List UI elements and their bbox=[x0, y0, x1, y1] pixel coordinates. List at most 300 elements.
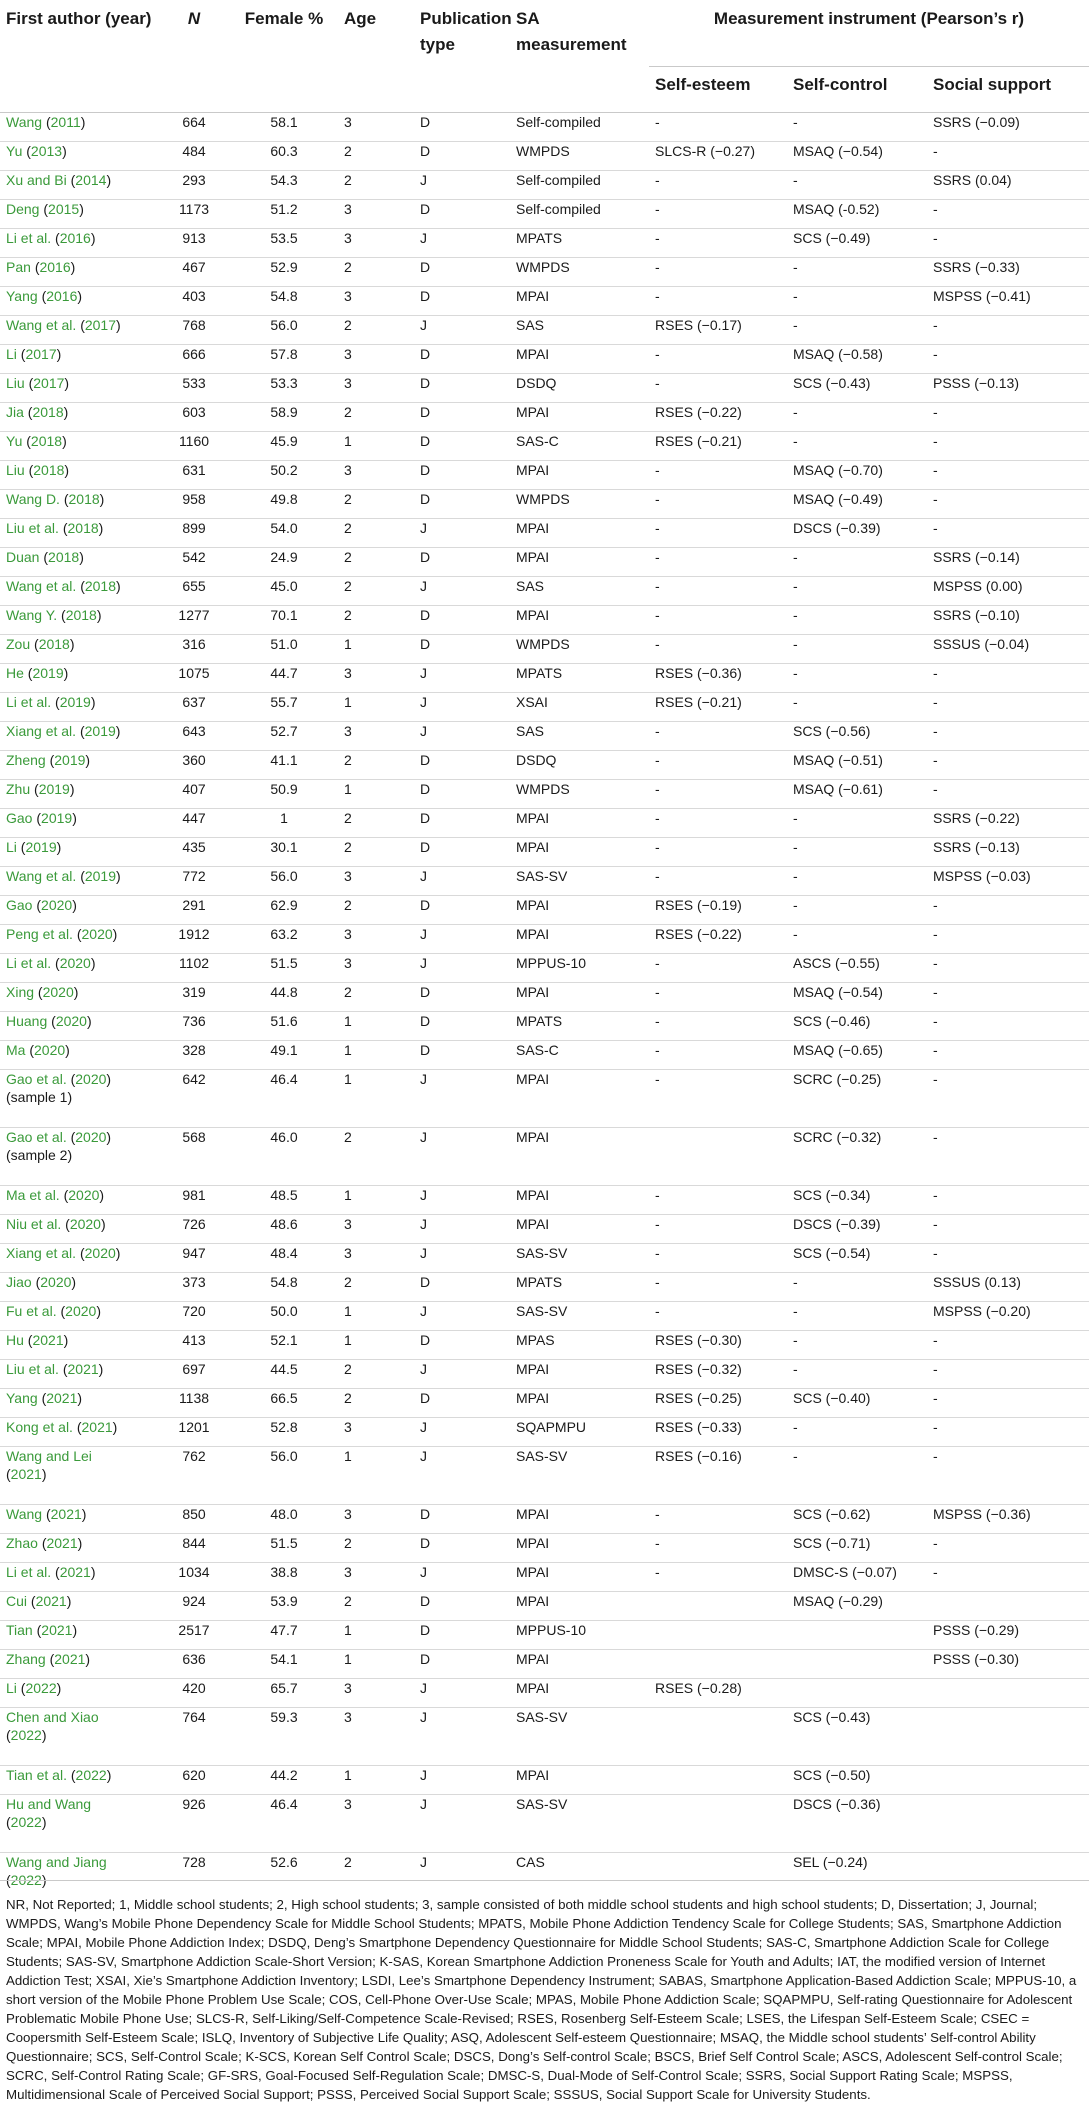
year-link[interactable]: 2017 bbox=[25, 345, 57, 362]
year-link[interactable]: 2021 bbox=[46, 1534, 78, 1551]
year-link[interactable]: 2021 bbox=[81, 1418, 113, 1435]
cell-n: 319 bbox=[158, 982, 230, 1011]
table-row bbox=[0, 1185, 1089, 1214]
cell-n: 850 bbox=[158, 1504, 230, 1533]
cell-self-control: SCS (−0.54) bbox=[787, 1243, 927, 1272]
author-link[interactable]: Tian et al. bbox=[6, 1766, 67, 1783]
year-link[interactable]: 2020 bbox=[65, 1302, 97, 1319]
cell-female-percent: 49.8 bbox=[230, 489, 338, 518]
table-body bbox=[0, 112, 1089, 1910]
author-link[interactable]: Liu et al. bbox=[6, 519, 59, 536]
cell-social-support bbox=[927, 1794, 1089, 1852]
cell-publication-type: J bbox=[414, 576, 510, 605]
cell-social-support: - bbox=[927, 1359, 1089, 1388]
cell-social-support: - bbox=[927, 692, 1089, 721]
author-link[interactable]: Duan bbox=[6, 548, 40, 565]
cell-sa-measurement: MPAI bbox=[510, 1649, 649, 1678]
cell-sa-measurement: SAS-SV bbox=[510, 1301, 649, 1330]
year-link[interactable]: 2011 bbox=[50, 113, 81, 130]
cell-social-support: - bbox=[927, 895, 1089, 924]
year-link[interactable]: 2021 bbox=[41, 1621, 73, 1638]
cell-sa-measurement: Self-compiled bbox=[510, 170, 649, 199]
year-link[interactable]: 2021 bbox=[67, 1360, 99, 1377]
cell-publication-type: J bbox=[414, 1852, 510, 1910]
cell-n: 1173 bbox=[158, 199, 230, 228]
cell-first-author: Liu et al. (2021) bbox=[0, 1359, 158, 1388]
year-link[interactable]: 2018 bbox=[33, 461, 65, 478]
cell-self-control: - bbox=[787, 924, 927, 953]
cell-publication-type: J bbox=[414, 1765, 510, 1794]
cell-publication-type: D bbox=[414, 837, 510, 866]
cell-female-percent: 66.5 bbox=[230, 1388, 338, 1417]
author-link[interactable]: Liu bbox=[6, 461, 25, 478]
year-link[interactable]: 2017 bbox=[33, 374, 65, 391]
year-link[interactable]: 2021 bbox=[46, 1389, 78, 1406]
cell-female-percent: 52.9 bbox=[230, 257, 338, 286]
table-row bbox=[0, 1620, 1089, 1649]
cell-self-control: - bbox=[787, 605, 927, 634]
table-row bbox=[0, 1417, 1089, 1446]
year-link[interactable]: 2020 bbox=[84, 1244, 116, 1261]
author-link[interactable]: Yang bbox=[6, 287, 38, 304]
table-row bbox=[0, 141, 1089, 170]
cell-self-esteem: - bbox=[649, 547, 787, 576]
cell-first-author: Niu et al. (2020) bbox=[0, 1214, 158, 1243]
cell-female-percent: 46.4 bbox=[230, 1794, 338, 1852]
cell-social-support: - bbox=[927, 1330, 1089, 1359]
cell-sa-measurement: CAS bbox=[510, 1852, 649, 1910]
cell-social-support: SSRS (−0.33) bbox=[927, 257, 1089, 286]
cell-self-control: - bbox=[787, 692, 927, 721]
cell-n: 328 bbox=[158, 1040, 230, 1069]
year-link[interactable]: 2014 bbox=[75, 171, 107, 188]
cell-sa-measurement: MPAS bbox=[510, 1330, 649, 1359]
cell-age: 1 bbox=[338, 431, 414, 460]
cell-n: 924 bbox=[158, 1591, 230, 1620]
cell-n: 643 bbox=[158, 721, 230, 750]
cell-social-support: - bbox=[927, 489, 1089, 518]
author-link[interactable]: Jia bbox=[6, 403, 24, 420]
cell-self-control: SCS (−0.49) bbox=[787, 228, 927, 257]
author-link[interactable]: Wang et al. bbox=[6, 577, 77, 594]
author-link[interactable]: Wang and Lei bbox=[6, 1447, 92, 1464]
year-link[interactable]: 2019 bbox=[25, 838, 57, 855]
year-link[interactable]: 2020 bbox=[40, 1273, 72, 1290]
cell-n: 762 bbox=[158, 1446, 230, 1504]
table-row bbox=[0, 576, 1089, 605]
author-link[interactable]: Li et al. bbox=[6, 229, 52, 246]
author-link[interactable]: Gao et al. bbox=[6, 1128, 67, 1145]
cell-social-support: - bbox=[927, 1127, 1089, 1185]
author-link[interactable]: Ma bbox=[6, 1041, 26, 1058]
author-link[interactable]: Li bbox=[6, 1679, 17, 1696]
cell-social-support: - bbox=[927, 1533, 1089, 1562]
cell-first-author: Li (2022) bbox=[0, 1678, 158, 1707]
cell-age: 1 bbox=[338, 1301, 414, 1330]
cell-self-esteem: SLCS-R (−0.27) bbox=[649, 141, 787, 170]
year-link[interactable]: 2015 bbox=[48, 200, 80, 217]
cell-age: 3 bbox=[338, 866, 414, 895]
table-row bbox=[0, 1069, 1089, 1127]
cell-age: 3 bbox=[338, 924, 414, 953]
cell-first-author: Zhao (2021) bbox=[0, 1533, 158, 1562]
year-link[interactable]: 2018 bbox=[65, 606, 97, 623]
table-row bbox=[0, 199, 1089, 228]
year-link[interactable]: 2018 bbox=[48, 548, 80, 565]
cell-self-esteem: RSES (−0.21) bbox=[649, 431, 787, 460]
cell-first-author: Li et al. (2019) bbox=[0, 692, 158, 721]
year-link[interactable]: 2018 bbox=[68, 490, 100, 507]
author-link[interactable]: Hu bbox=[6, 1331, 24, 1348]
year-link[interactable]: 2020 bbox=[75, 1128, 107, 1145]
cell-self-control: MSAQ (−0.51) bbox=[787, 750, 927, 779]
cell-social-support: SSRS (−0.14) bbox=[927, 547, 1089, 576]
cell-female-percent: 44.5 bbox=[230, 1359, 338, 1388]
cell-self-esteem bbox=[649, 1707, 787, 1765]
cell-self-esteem: - bbox=[649, 1214, 787, 1243]
year-link[interactable]: 2019 bbox=[32, 664, 64, 681]
cell-publication-type: J bbox=[414, 1794, 510, 1852]
cell-publication-type: D bbox=[414, 286, 510, 315]
cell-publication-type: D bbox=[414, 1533, 510, 1562]
year-link[interactable]: 2021 bbox=[54, 1650, 86, 1667]
cell-publication-type: D bbox=[414, 779, 510, 808]
cell-first-author: Wang et al. (2019) bbox=[0, 866, 158, 895]
table-row bbox=[0, 779, 1089, 808]
cell-sa-measurement: WMPDS bbox=[510, 141, 649, 170]
cell-female-percent: 50.2 bbox=[230, 460, 338, 489]
cell-first-author: Ma (2020) bbox=[0, 1040, 158, 1069]
cell-self-control: DSCS (−0.39) bbox=[787, 1214, 927, 1243]
cell-age: 2 bbox=[338, 895, 414, 924]
cell-n: 293 bbox=[158, 170, 230, 199]
table-footnote: NR, Not Reported; 1, Middle school students; 2, High school students; 3, sample consisted of both middle school students and high school students; D, Dissertation; J, Journal; WMPDS, Wang’s Mobile Phone Dependency Scale for Middle School Students; MPATS, Mobile Phone Addiction Tendency Scale for College Students; SAS, Smartphone Addiction Scale; MPAI, Mobile Phone Addiction Index; DSDQ, Deng’s Smartphone Dependency Questionnaire for Middle School Students; SAS-C, Smartphone Addiction Scale for College Students; SAS-SV, Smartphone Addiction Scale-Short Version; K-SAS, Korean Smartphone Addiction Proneness Scale for Youth and Adults; IAT, the modified version of Internet Addiction Test; XSAI, Xie’s Smartphone Addiction Inventory; LSDI, Lee’s Smartphone Dependency Instrument; SABAS, Smartphone Application-Based Addiction Scale; MPPUS-10, a short version of the Mobile Phone Problem Use Scale; COS, Cell-Phone Over-Use Scale; MPAS, Mobile Phone Addiction Scale; SQAPMPU, Self-rating Questionnaire for Adolescent Problematic Mobile Phone Use; SLCS-R, Self-Liking/Self-Competence Scale-Revised; RSES, Rosenberg Self-Esteem Scale; LSES, the Lifespan Self-Esteem Scale; CSEC = Coopersmith Self-Esteem Scale; ISLQ, Inventory of Subjective Life Quality; ASQ, Adolescent Self-esteem Questionnaire; MSAQ, the Middle school students’ Self-control Ability Questionnaire; SCS, Self-Control Scale; K-SCS, Korean Self Control Scale; DSCS, Dong’s Self-control Scale; BSCS, Brief Self Control Scale; ASCS, Adolescent Self-control Scale; SCRC, Self-Control Rating Scale; GF-SRS, Goal-Focused Self-Regulation Scale; DMSC-S, Dual-Mode of Self-Control Scale; SSRS, Social Support Rating Scale; MSPSS, Multidimensional Scale of Perceived Social Support; PSSS, Perceived Social Support Scale; SSSUS, Social Support Scale for University Students. bbox=[0, 1880, 1089, 2104]
year-link[interactable]: 2018 bbox=[67, 519, 99, 536]
cell-sa-measurement: MPAI bbox=[510, 1185, 649, 1214]
cell-publication-type: D bbox=[414, 1011, 510, 1040]
table-row bbox=[0, 1591, 1089, 1620]
author-link[interactable]: Li et al. bbox=[6, 954, 52, 971]
cell-n: 981 bbox=[158, 1185, 230, 1214]
year-link[interactable]: 2020 bbox=[75, 1070, 107, 1087]
cell-self-control: - bbox=[787, 286, 927, 315]
author-link[interactable]: Huang bbox=[6, 1012, 48, 1029]
cell-first-author: Deng (2015) bbox=[0, 199, 158, 228]
cell-self-esteem: - bbox=[649, 257, 787, 286]
cell-publication-type: J bbox=[414, 1127, 510, 1185]
author-link[interactable]: Cui bbox=[6, 1592, 28, 1609]
author-link[interactable]: Fu et al. bbox=[6, 1302, 57, 1319]
cell-self-esteem: - bbox=[649, 228, 787, 257]
year-link[interactable]: 2019 bbox=[84, 722, 116, 739]
cell-social-support: - bbox=[927, 1562, 1089, 1591]
author-link[interactable]: Chen and Xiao bbox=[6, 1708, 99, 1725]
cell-first-author: Liu (2018) bbox=[0, 460, 158, 489]
author-link[interactable]: Gao bbox=[6, 809, 33, 826]
year-link[interactable]: 2021 bbox=[50, 1505, 82, 1522]
cell-social-support: - bbox=[927, 982, 1089, 1011]
cell-n: 720 bbox=[158, 1301, 230, 1330]
cell-self-esteem: RSES (−0.17) bbox=[649, 315, 787, 344]
cell-n: 642 bbox=[158, 1069, 230, 1127]
cell-sa-measurement: MPAI bbox=[510, 1562, 649, 1591]
cell-first-author: He (2019) bbox=[0, 663, 158, 692]
cell-female-percent: 46.0 bbox=[230, 1127, 338, 1185]
author-link[interactable]: Wang bbox=[6, 113, 43, 130]
year-link[interactable]: 2020 bbox=[42, 983, 74, 1000]
author-link[interactable]: Zou bbox=[6, 635, 31, 652]
author-link[interactable]: Xiang et al. bbox=[6, 1244, 77, 1261]
year-link[interactable]: 2020 bbox=[41, 896, 73, 913]
cell-self-esteem: - bbox=[649, 460, 787, 489]
author-link[interactable]: Xiang et al. bbox=[6, 722, 77, 739]
cell-n: 447 bbox=[158, 808, 230, 837]
cell-self-control: - bbox=[787, 808, 927, 837]
author-link[interactable]: Xu and Bi bbox=[6, 171, 67, 188]
table-row bbox=[0, 1504, 1089, 1533]
cell-publication-type: D bbox=[414, 605, 510, 634]
author-link[interactable]: Zheng bbox=[6, 751, 46, 768]
year-link[interactable]: 2020 bbox=[55, 1012, 87, 1029]
author-link[interactable]: He bbox=[6, 664, 24, 681]
cell-sa-measurement: WMPDS bbox=[510, 634, 649, 663]
cell-female-percent: 44.8 bbox=[230, 982, 338, 1011]
cell-age: 3 bbox=[338, 1794, 414, 1852]
cell-first-author: Gao (2020) bbox=[0, 895, 158, 924]
cell-age: 3 bbox=[338, 344, 414, 373]
author-link[interactable]: Zhang bbox=[6, 1650, 46, 1667]
cell-publication-type: J bbox=[414, 1678, 510, 1707]
author-link[interactable]: Niu et al. bbox=[6, 1215, 62, 1232]
cell-self-control: MSAQ (-0.52) bbox=[787, 199, 927, 228]
year-link[interactable]: 2016 bbox=[39, 258, 71, 275]
cell-age: 1 bbox=[338, 692, 414, 721]
author-link[interactable]: Wang D. bbox=[6, 490, 60, 507]
cell-age: 3 bbox=[338, 286, 414, 315]
table-row bbox=[0, 344, 1089, 373]
cell-first-author: Wang (2011) bbox=[0, 112, 158, 141]
cell-first-author: Liu et al. (2018) bbox=[0, 518, 158, 547]
year-link[interactable]: 2019 bbox=[54, 751, 86, 768]
cell-publication-type: J bbox=[414, 1185, 510, 1214]
cell-first-author: Gao et al. (2020) (sample 2) bbox=[0, 1127, 158, 1185]
cell-n: 542 bbox=[158, 547, 230, 576]
author-link[interactable]: Zhu bbox=[6, 780, 31, 797]
cell-first-author: Zou (2018) bbox=[0, 634, 158, 663]
cell-n: 413 bbox=[158, 1330, 230, 1359]
year-link[interactable]: 2019 bbox=[59, 693, 91, 710]
cell-first-author: Wang D. (2018) bbox=[0, 489, 158, 518]
year-link[interactable]: 2016 bbox=[59, 229, 91, 246]
table-row bbox=[0, 1272, 1089, 1301]
cell-social-support: MSPSS (−0.20) bbox=[927, 1301, 1089, 1330]
cell-social-support: - bbox=[927, 924, 1089, 953]
year-link[interactable]: 2013 bbox=[30, 142, 63, 159]
cell-first-author: Yang (2021) bbox=[0, 1388, 158, 1417]
year-link[interactable]: 2018 bbox=[32, 403, 64, 420]
cell-social-support: SSRS (−0.10) bbox=[927, 605, 1089, 634]
sample-label: (sample 2) bbox=[6, 1146, 73, 1163]
year-link[interactable]: 2021 bbox=[59, 1563, 91, 1580]
year-link[interactable]: 2020 bbox=[68, 1186, 100, 1203]
year-link[interactable]: 2021 bbox=[32, 1331, 64, 1348]
cell-sa-measurement: DSDQ bbox=[510, 750, 649, 779]
cell-n: 1102 bbox=[158, 953, 230, 982]
cell-sa-measurement: DSDQ bbox=[510, 373, 649, 402]
author-link[interactable]: Peng et al. bbox=[6, 925, 73, 942]
author-link[interactable]: Wang and Jiang bbox=[6, 1853, 107, 1870]
table-row bbox=[0, 489, 1089, 518]
author-link[interactable]: Gao bbox=[6, 896, 33, 913]
cell-self-control: - bbox=[787, 1272, 927, 1301]
author-link[interactable]: Tian bbox=[6, 1621, 33, 1638]
cell-sa-measurement: MPAI bbox=[510, 982, 649, 1011]
cell-n: 373 bbox=[158, 1272, 230, 1301]
cell-self-esteem: - bbox=[649, 199, 787, 228]
cell-social-support: - bbox=[927, 1417, 1089, 1446]
table-row bbox=[0, 460, 1089, 489]
year-link[interactable]: 2018 bbox=[30, 432, 63, 449]
cell-self-esteem: RSES (−0.22) bbox=[649, 402, 787, 431]
year-link[interactable]: 2022 bbox=[10, 1871, 42, 1888]
cell-first-author: Huang (2020) bbox=[0, 1011, 158, 1040]
cell-age: 3 bbox=[338, 460, 414, 489]
table-row bbox=[0, 634, 1089, 663]
year-link[interactable]: 2017 bbox=[84, 316, 117, 333]
cell-first-author: Wang and Lei (2021) bbox=[0, 1446, 158, 1504]
cell-publication-type: D bbox=[414, 112, 510, 141]
cell-self-esteem: RSES (−0.28) bbox=[649, 1678, 787, 1707]
cell-female-percent: 54.8 bbox=[230, 1272, 338, 1301]
year-link[interactable]: 2022 bbox=[75, 1766, 107, 1783]
cell-social-support bbox=[927, 1678, 1089, 1707]
cell-publication-type: J bbox=[414, 1214, 510, 1243]
author-link[interactable]: Li et al. bbox=[6, 1563, 52, 1580]
cell-publication-type: J bbox=[414, 721, 510, 750]
year-link[interactable]: 2021 bbox=[10, 1465, 42, 1482]
year-link[interactable]: 2020 bbox=[81, 925, 113, 942]
cell-social-support: - bbox=[927, 141, 1089, 170]
year-link[interactable]: 2022 bbox=[10, 1813, 42, 1830]
cell-self-esteem: - bbox=[649, 373, 787, 402]
cell-self-esteem: - bbox=[649, 286, 787, 315]
author-link[interactable]: Zhao bbox=[6, 1534, 38, 1551]
year-link[interactable]: 2016 bbox=[46, 287, 78, 304]
cell-female-percent: 48.4 bbox=[230, 1243, 338, 1272]
author-link[interactable]: Wang et al. bbox=[6, 867, 77, 884]
table-row bbox=[0, 1794, 1089, 1852]
year-link[interactable]: 2020 bbox=[34, 1041, 66, 1058]
cell-female-percent: 53.3 bbox=[230, 373, 338, 402]
cell-sa-measurement: MPATS bbox=[510, 1272, 649, 1301]
cell-n: 764 bbox=[158, 1707, 230, 1765]
year-link[interactable]: 2022 bbox=[25, 1679, 57, 1696]
table-row bbox=[0, 170, 1089, 199]
year-link[interactable]: 2020 bbox=[69, 1215, 101, 1232]
cell-female-percent: 50.9 bbox=[230, 779, 338, 808]
cell-publication-type: J bbox=[414, 170, 510, 199]
year-link[interactable]: 2020 bbox=[59, 954, 91, 971]
cell-self-control: - bbox=[787, 257, 927, 286]
author-link[interactable]: Ma et al. bbox=[6, 1186, 60, 1203]
year-link[interactable]: 2018 bbox=[38, 635, 70, 652]
author-link[interactable]: Wang bbox=[6, 1505, 43, 1522]
header-publication-type: Publication type bbox=[420, 9, 512, 54]
year-link[interactable]: 2019 bbox=[38, 780, 70, 797]
cell-age: 1 bbox=[338, 1446, 414, 1504]
cell-publication-type: D bbox=[414, 1388, 510, 1417]
cell-n: 2517 bbox=[158, 1620, 230, 1649]
author-link[interactable]: Kong et al. bbox=[6, 1418, 73, 1435]
author-link[interactable]: Gao et al. bbox=[6, 1070, 67, 1087]
cell-female-percent: 62.9 bbox=[230, 895, 338, 924]
author-link[interactable]: Hu and Wang bbox=[6, 1795, 92, 1812]
cell-age: 2 bbox=[338, 1359, 414, 1388]
cell-female-percent: 54.1 bbox=[230, 1649, 338, 1678]
cell-first-author: Wang (2021) bbox=[0, 1504, 158, 1533]
cell-n: 947 bbox=[158, 1243, 230, 1272]
cell-first-author: Yu (2013) bbox=[0, 141, 158, 170]
author-link[interactable]: Wang Y. bbox=[6, 606, 58, 623]
author-link[interactable]: Yang bbox=[6, 1389, 38, 1406]
cell-female-percent: 52.1 bbox=[230, 1330, 338, 1359]
author-link[interactable]: Xing bbox=[6, 983, 35, 1000]
table-row bbox=[0, 1707, 1089, 1765]
author-link[interactable]: Liu et al. bbox=[6, 1360, 59, 1377]
cell-social-support: - bbox=[927, 1011, 1089, 1040]
year-link[interactable]: 2018 bbox=[84, 577, 117, 594]
year-link[interactable]: 2021 bbox=[35, 1592, 67, 1609]
header-measurement-instrument: Measurement instrument (Pearson’s r) bbox=[713, 9, 1025, 28]
cell-n: 316 bbox=[158, 634, 230, 663]
author-link[interactable]: Wang et al. bbox=[6, 316, 77, 333]
author-link[interactable]: Pan bbox=[6, 258, 31, 275]
table-row bbox=[0, 1359, 1089, 1388]
cell-self-control: - bbox=[787, 431, 927, 460]
table-row bbox=[0, 286, 1089, 315]
cell-n: 484 bbox=[158, 141, 230, 170]
cell-social-support: - bbox=[927, 460, 1089, 489]
cell-n: 913 bbox=[158, 228, 230, 257]
cell-age: 1 bbox=[338, 779, 414, 808]
author-link[interactable]: Yu bbox=[6, 142, 23, 159]
cell-social-support: - bbox=[927, 1214, 1089, 1243]
cell-publication-type: D bbox=[414, 373, 510, 402]
author-link[interactable]: Deng bbox=[6, 200, 40, 217]
cell-first-author: Zheng (2019) bbox=[0, 750, 158, 779]
cell-n: 467 bbox=[158, 257, 230, 286]
cell-sa-measurement: SQAPMPU bbox=[510, 1417, 649, 1446]
cell-publication-type: J bbox=[414, 1417, 510, 1446]
cell-self-control: SCS (−0.50) bbox=[787, 1765, 927, 1794]
year-link[interactable]: 2022 bbox=[10, 1726, 42, 1743]
author-link[interactable]: Jiao bbox=[6, 1273, 32, 1290]
table-row bbox=[0, 1301, 1089, 1330]
author-link[interactable]: Li et al. bbox=[6, 693, 52, 710]
cell-publication-type: D bbox=[414, 1620, 510, 1649]
author-link[interactable]: Li bbox=[6, 345, 17, 362]
author-link[interactable]: Liu bbox=[6, 374, 25, 391]
cell-n: 568 bbox=[158, 1127, 230, 1185]
cell-self-esteem: RSES (−0.32) bbox=[649, 1359, 787, 1388]
author-link[interactable]: Li bbox=[6, 838, 17, 855]
cell-self-esteem: - bbox=[649, 344, 787, 373]
cell-female-percent: 45.0 bbox=[230, 576, 338, 605]
year-link[interactable]: 2019 bbox=[41, 809, 73, 826]
year-link[interactable]: 2019 bbox=[84, 867, 117, 884]
cell-self-control: SCS (−0.40) bbox=[787, 1388, 927, 1417]
author-link[interactable]: Yu bbox=[6, 432, 23, 449]
